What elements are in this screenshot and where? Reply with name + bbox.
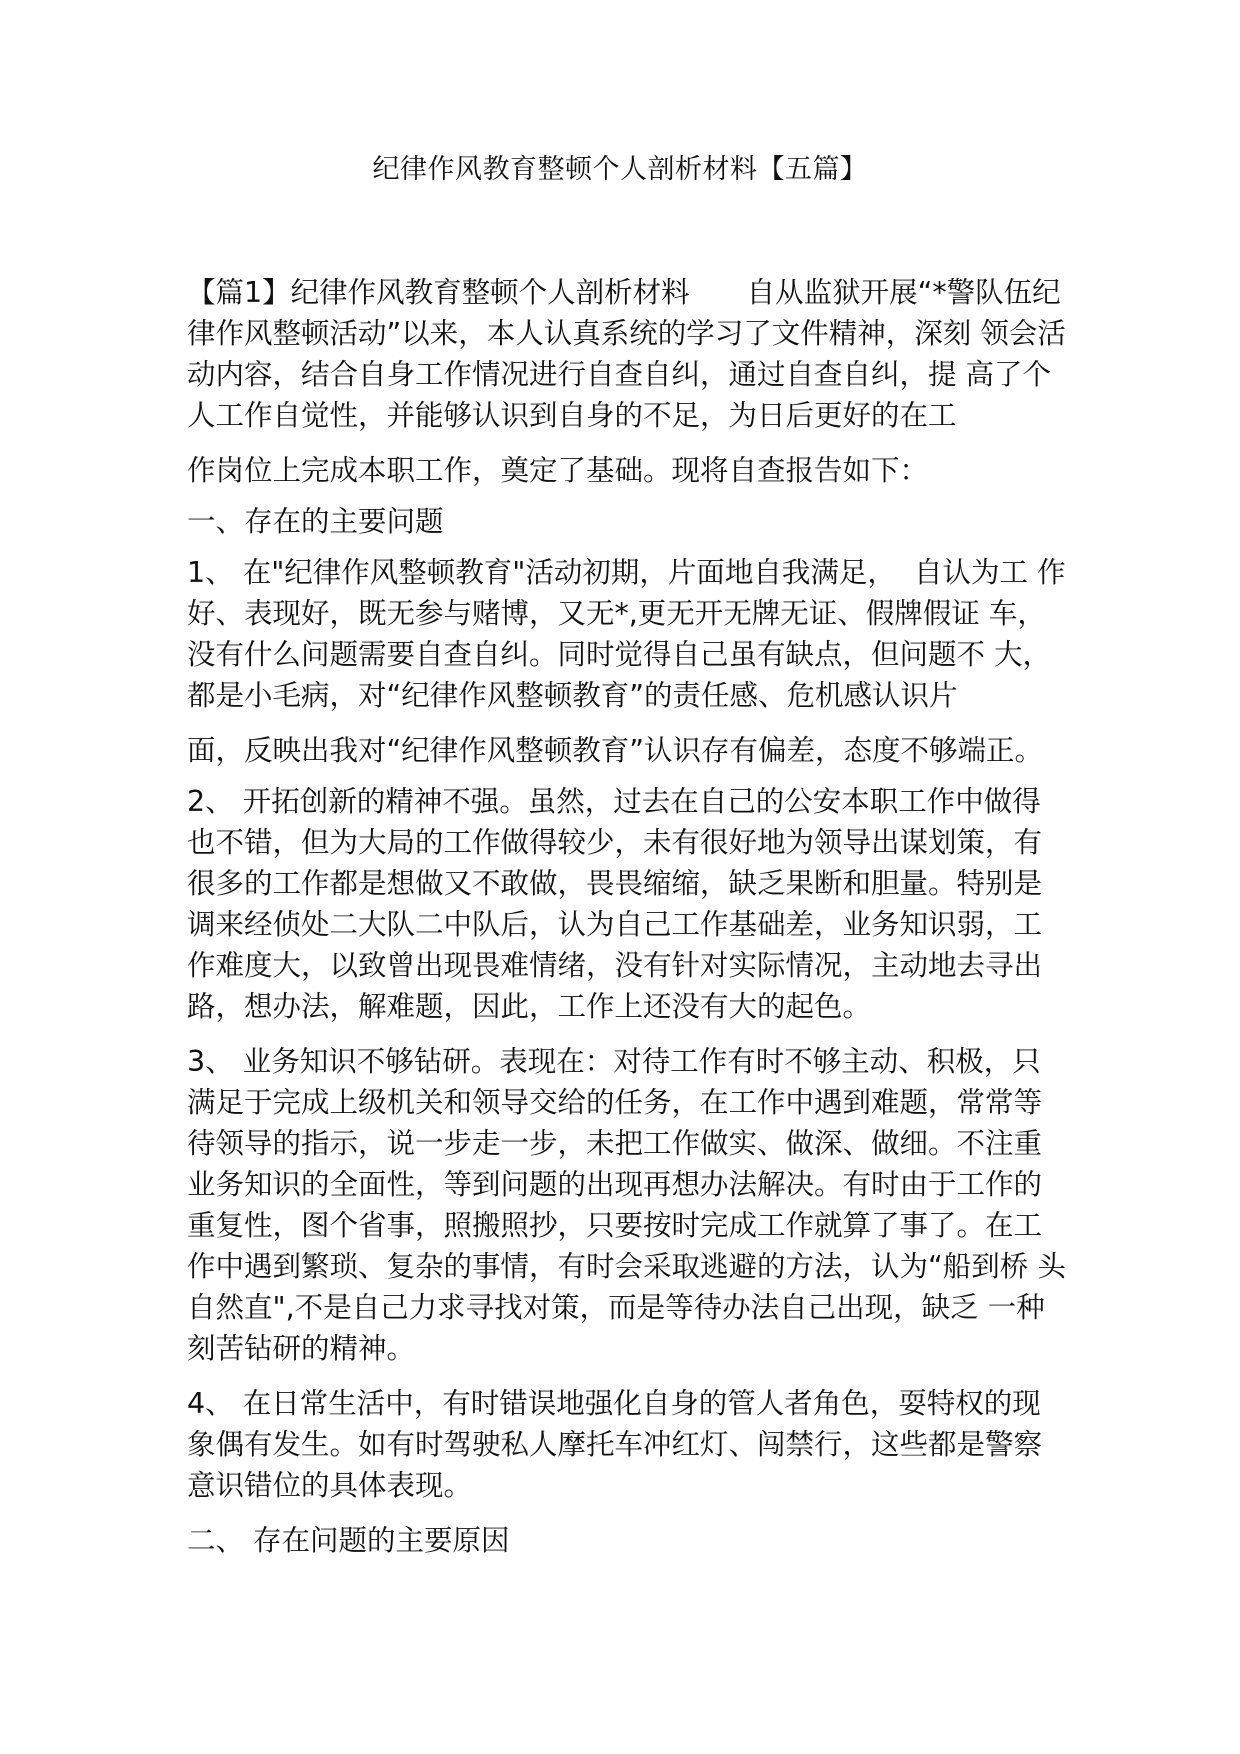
document-body (187, 272, 1067, 1575)
paragraph-problem-1-continued: 面，反映出我对“纪律作风整顿教育”认识存有偏差，态度不够端正。 (187, 734, 1044, 767)
paragraph-problem-4: 4、 在日常生活中，有时错误地强化自身的管人者角色，耍特权的现 象偶有发生。如有时驾驶私人摩托车冲红灯、闯禁行，这些都是警察 意识错位的具体表现。 (187, 1387, 1052, 1502)
section-heading-problems: 一、存在的主要问题 (187, 505, 444, 538)
paragraph-problem-3: 3、 业务知识不够钻研。表现在：对待工作有时不够主动、积极，只 满足于完成上级机关和领导交给的任务，在工作中遇到难题，常常等 待领导的指示，说一步走一步，未把工作做实、做深、做细。不注重 业务知识的全面性，等到问题的出现再想办法解决。有时由于工作的 重复性，图个省事，照搬照抄，只要按时完成工作就算了事了。在工 作中遇到繁琐、复杂的事情，有时会采取逃避的方法，认为“船到桥 头自然直",不是自己力求寻找对策，而是等待办法自己出现，缺乏 一种刻苦钻研的精神。 (187, 1045, 1066, 1365)
paragraph-intro-continued: 作岗位上完成本职工作，奠定了基础。现将自查报告如下： (187, 454, 929, 487)
paragraph-intro: 【篇1】纪律作风教育整顿个人剖析材料 自从监狱开展“*警队伍纪律作风整顿活动”以来，本人认真系统的学习了文件精神，深刻 领会活动内容，结合自身工作情况进行自查自纠，通过自查自纠，提 高了个人工作自觉性，并能够认识到自身的不足，为日后更好的在工 (187, 276, 1066, 432)
document-title: 纪律作风教育整顿个人剖析材料【五篇】 (372, 154, 868, 185)
paragraph-problem-1: 1、 在"纪律作风整顿教育"活动初期，片面地自我满足， 自认为工 作好、表现好，既无参与赌博，又无*,更无开无牌无证、假牌假证 车，没有什么问题需要自查自纠。同时觉得自己虽有缺点，但问题不 大，都是小毛病，对“纪律作风整顿教育”的责任感、危机感认识片 (187, 556, 1066, 712)
section-heading-causes: 二、 存在问题的主要原因 (187, 1524, 510, 1557)
paragraph-problem-2: 2、 开拓创新的精神不强。虽然，过去在自己的公安本职工作中做得 也不错，但为大局的工作做得较少，未有很好地为领导出谋划策，有 很多的工作都是想做又不敢做，畏畏缩缩，缺乏果断和胆量。特别是 调来经侦处二大队二中队后，认为自己工作基础差，业务知识弱，工 作难度大，以致曾出现畏难情绪，没有针对实际情况，主动地去寻出 路，想办法，解难题，因此，工作上还没有大的起色。 (187, 785, 1052, 1023)
